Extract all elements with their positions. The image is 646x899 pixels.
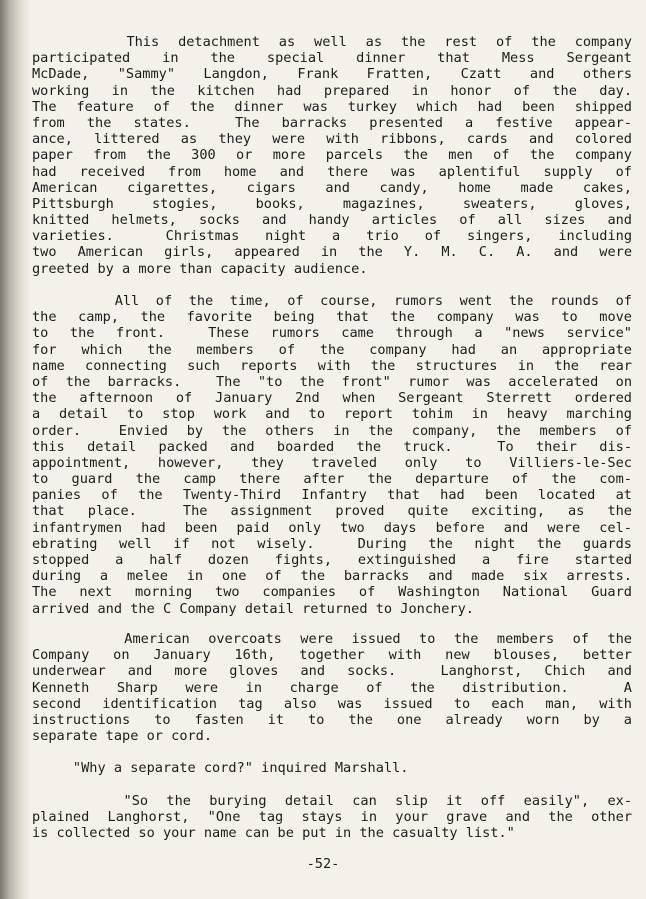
text-line: the camp, the favorite being that the company was to move [32,309,632,326]
text-line: this detail packed and boarded the truck. To their dis- [32,438,632,455]
page-number: -52- [306,856,340,872]
text-line: instructions to fasten it to the one already worn by a [32,711,632,728]
text-line: The next morning two companies of Washington National Guard [32,584,632,601]
text-line: name connecting such reports with the structures in the rear [32,357,632,374]
text-line: greeted by a more than capacity audience. [32,260,368,277]
text-line: arrived and the C Company detail returned to Jonchery. [32,600,474,617]
text-line: Company on January 16th, together with new blouses, better [32,647,632,664]
text-line: the afternoon of January 2nd when Sergeant Sterrett ordered [32,390,632,407]
text-line: to the front. These rumors came through a "news service" [32,325,632,342]
text-line: working in the kitchen had prepared in honor of the day. [32,82,632,99]
text-line: American cigarettes, cigars and candy, home made cakes, [32,179,632,196]
text-line: Pittsburgh stogies, books, magazines, sweaters, gloves, [32,195,632,212]
text-line: paper from the 300 or more parcels the men of the company [32,147,632,164]
text-line: from the states. The barracks presented a festive appear- [32,114,632,131]
text-line: infantrymen had been paid only two days before and were cel- [32,519,632,536]
text-line: varieties. Christmas night a trio of singers, including [32,228,632,245]
text-line: McDade, "Sammy" Langdon, Frank Fratten, Czatt and others [32,66,632,83]
text-line: All of the time, of course, rumors went the rounds of [32,293,632,309]
text-line: "So the burying detail can slip it off easily", ex- [32,793,632,809]
paragraph-langhorst-answer [32,793,632,842]
text-line: American overcoats were issued to the members of the [32,631,632,647]
text-line: separate tape or cord. [32,728,213,745]
text-line: to guard the camp there after the departure of the com- [32,471,632,488]
text-line: underwear and more gloves and socks. Langhorst, Chich and [32,663,632,680]
paragraph-overcoats [32,631,632,744]
text-line: is collected so your name can be put in the casualty list." [32,825,515,842]
text-line: second identification tag also was issued to each man, with [32,695,632,712]
text-line: during a melee in one of the barracks and made six arrests. [32,568,632,585]
text-line: panies of the Twenty-Third Infantry that had been located at [32,487,632,504]
text-line: Kenneth Sharp were in charge of the distribution. A [32,679,632,696]
text-line: appointment, however, they traveled only to Villiers-le-Sec [32,454,632,471]
text-line: for which the members of the company had an appropriate [32,341,632,358]
text-line: participated in the special dinner that Mess Sergeant [32,50,632,67]
text-line: "Why a separate cord?" inquired Marshall. [32,760,409,776]
text-line: The feature of the dinner was turkey which had been shipped [32,98,632,115]
text-line: ebrating well if not wisely. During the night the guards [32,535,632,552]
text-line: two American girls, appeared in the Y. M. C. A. and were [32,244,632,261]
text-line: stopped a half dozen fights, extinguished a fire started [32,552,632,568]
text-line: knitted helmets, socks and handy articles of all sizes and [32,212,632,229]
text-line: ance, littered as they were with ribbons, cards and colored [32,131,632,148]
text-line: of the barracks. The "to the front" rumor was accelerated on [32,373,632,390]
text-line: that place. The assignment proved quite exciting, as the [32,503,632,520]
paragraph-marshall-question [32,760,632,776]
text-line: plained Langhorst, "One tag stays in your grave and the other [32,809,632,826]
text-line: This detachment as well as the rest of the company [32,34,632,50]
text-line: a detail to stop work and to report tohim in heavy marching [32,406,632,423]
paragraph-christmas-dinner [32,34,632,277]
text-line: order. Envied by the others in the company, the members of [32,422,632,439]
text-line: had received from home and there was aplentiful supply of [32,163,632,180]
paragraph-rumors [32,293,632,617]
